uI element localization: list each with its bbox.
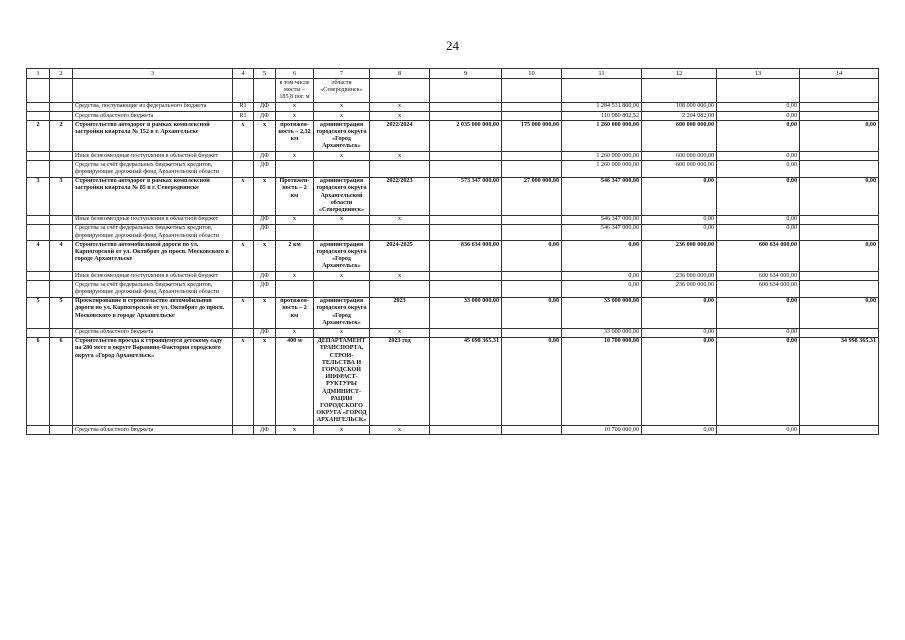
cell-customer: области «Северодвинск»	[314, 79, 370, 103]
cell-remainder: 0,00	[800, 121, 879, 152]
cell-capacity	[276, 161, 314, 177]
cell-remainder	[800, 161, 879, 177]
cell-total-cost	[430, 224, 502, 240]
cell-customer	[314, 224, 370, 240]
cell-total-cost: 45 698 365,31	[430, 337, 502, 425]
cell-fund: х	[254, 121, 276, 152]
cell-fund: х	[254, 297, 276, 328]
cell-fund: х	[254, 177, 276, 215]
cell-row-number	[27, 152, 50, 161]
project-row	[27, 337, 879, 425]
cell-year-2025: 0,00	[717, 426, 800, 435]
cell-customer: ДЕПАРТАМЕНТ ТРАНСПОРТА, СТРОИ-ТЕЛЬСТВА И ГОРОДСКОЙ ИНФРАСТ-РУКТУРЫ АДМИНИСТ-РАЦИИ ГОРОДСКОГО ОКРУГА «ГОРОД АРХАНГЕЛЬСК»	[314, 337, 370, 425]
cell-period	[370, 79, 430, 103]
cell-year-2024: 2 204 082,00	[642, 112, 717, 121]
cell-year-2025: 0,00	[717, 177, 800, 215]
cell-year-2024: 236 000 000,00	[642, 241, 717, 272]
cell-prior-years	[502, 215, 562, 224]
cell-row-number: 4	[27, 241, 50, 272]
cell-capacity: х	[276, 272, 314, 281]
cell-row-number	[27, 79, 50, 103]
cell-customer: х	[314, 272, 370, 281]
cell-object-name: Иные безвозмездные поступления в областной бюджет	[73, 272, 233, 281]
cell-subrow-number	[50, 161, 73, 177]
cell-year-2024: 236 000 000,00	[642, 281, 717, 297]
cell-year-2024: 0,00	[642, 215, 717, 224]
cell-period	[370, 224, 430, 240]
cell-object-name: Иные безвозмездные поступления в областной бюджет	[73, 152, 233, 161]
cell-remainder: 0,00	[800, 241, 879, 272]
cell-fund: ДФ	[254, 161, 276, 177]
cell-row-number	[27, 281, 50, 297]
cell-code	[233, 272, 254, 281]
cell-prior-years	[502, 224, 562, 240]
cell-customer: х	[314, 328, 370, 337]
cell-fund	[254, 79, 276, 103]
cell-row-number	[27, 224, 50, 240]
cell-period: 2022/2023	[370, 177, 430, 215]
column-number: 13	[717, 69, 800, 79]
cell-year-2025: 0,00	[717, 161, 800, 177]
cell-object-name: Средства за счёт федеральных бюджетных кредитов, формирующие дорожный фонд Архангельской области	[73, 161, 233, 177]
cell-remainder: 0,00	[800, 177, 879, 215]
cell-year-2025: 0,00	[717, 102, 800, 111]
budget-table	[26, 68, 879, 435]
cell-total-cost: 33 000 000,00	[430, 297, 502, 328]
cell-year-2023: 10 700 000,00	[562, 426, 642, 435]
cell-subrow-number	[50, 215, 73, 224]
column-number: 3	[73, 69, 233, 79]
project-row	[27, 177, 879, 215]
cell-row-number	[27, 102, 50, 111]
cell-capacity	[276, 224, 314, 240]
cell-fund: х	[254, 241, 276, 272]
cell-capacity: х	[276, 102, 314, 111]
cell-code: х	[233, 121, 254, 152]
cell-total-cost	[430, 426, 502, 435]
funding-source-row	[27, 152, 879, 161]
cell-customer: администрация городского округа Архангельской области «Северодвинск»	[314, 177, 370, 215]
cell-year-2025: 0,00	[717, 121, 800, 152]
cell-remainder	[800, 426, 879, 435]
cell-year-2025: 0,00	[717, 112, 800, 121]
cell-capacity: Протяжен-ность – 2 км	[276, 177, 314, 215]
column-number: 11	[562, 69, 642, 79]
project-row	[27, 241, 879, 272]
cell-year-2025: 0,00	[717, 152, 800, 161]
column-number: 5	[254, 69, 276, 79]
cell-remainder: 0,00	[800, 297, 879, 328]
cell-subrow-number	[50, 272, 73, 281]
cell-year-2024	[642, 79, 717, 103]
funding-source-row	[27, 328, 879, 337]
cell-year-2023: 1 284 531 800,00	[562, 102, 642, 111]
cell-period: х	[370, 328, 430, 337]
cell-row-number	[27, 161, 50, 177]
cell-year-2023: 0,00	[562, 272, 642, 281]
cell-year-2023: 110 080 802,52	[562, 112, 642, 121]
cell-remainder	[800, 215, 879, 224]
cell-row-number: 5	[27, 297, 50, 328]
cell-period: 2023	[370, 297, 430, 328]
cell-object-name: Строительство проезда к строящемуся детскому саду на 280 мест в округе Варавино-Фактория городского округа «Город Архангельск»	[73, 337, 233, 425]
cell-year-2024: 0,00	[642, 177, 717, 215]
funding-source-row	[27, 281, 879, 297]
cell-year-2024: 0,00	[642, 224, 717, 240]
cell-year-2025: 600 634 000,00	[717, 272, 800, 281]
cell-year-2025: 600 634 000,00	[717, 241, 800, 272]
cell-object-name: Строительство автодорог в рамках комплексной застройки квартала № 85 в г. Северодвинске	[73, 177, 233, 215]
cell-period	[370, 161, 430, 177]
cell-total-cost	[430, 152, 502, 161]
cell-capacity: протяжен-ность – 2,32 км	[276, 121, 314, 152]
cell-year-2023: 546 347 000,00	[562, 215, 642, 224]
cell-total-cost	[430, 79, 502, 103]
cell-year-2024: 600 000 000,00	[642, 161, 717, 177]
cell-object-name: Средства за счёт федеральных бюджетных кредитов, формирующие дорожный фонд Архангельской области	[73, 281, 233, 297]
cell-row-number: 3	[27, 177, 50, 215]
cell-subrow-number: 5	[50, 297, 73, 328]
cell-remainder: 34 998 365,31	[800, 337, 879, 425]
cell-year-2023: 10 700 000,00	[562, 337, 642, 425]
column-number: 1	[27, 69, 50, 79]
funding-source-row	[27, 224, 879, 240]
cell-year-2024: 0,00	[642, 297, 717, 328]
cell-capacity: протяжен-ность – 2 км	[276, 297, 314, 328]
column-number: 10	[502, 69, 562, 79]
cell-capacity: 2 км	[276, 241, 314, 272]
project-row	[27, 121, 879, 152]
cell-prior-years: 0,00	[502, 297, 562, 328]
cell-fund: х	[254, 337, 276, 425]
cell-year-2023: 33 000 000,00	[562, 297, 642, 328]
cell-prior-years	[502, 161, 562, 177]
cell-year-2025	[717, 79, 800, 103]
cell-total-cost	[430, 272, 502, 281]
cell-capacity	[276, 281, 314, 297]
cell-customer: х	[314, 426, 370, 435]
cell-remainder	[800, 281, 879, 297]
cell-period: 2022/2024	[370, 121, 430, 152]
cell-subrow-number: 3	[50, 177, 73, 215]
cell-total-cost: 573 347 000,00	[430, 177, 502, 215]
cell-subrow-number: 4	[50, 241, 73, 272]
cell-prior-years	[502, 79, 562, 103]
cell-prior-years	[502, 328, 562, 337]
cell-capacity: х	[276, 112, 314, 121]
cell-object-name: Средства за счёт федеральных бюджетных кредитов, формирующие дорожный фонд Архангельской области	[73, 224, 233, 240]
cell-year-2023: 1 260 000 000,00	[562, 121, 642, 152]
funding-source-row	[27, 426, 879, 435]
cell-row-number: 6	[27, 337, 50, 425]
cell-fund: ДФ	[254, 272, 276, 281]
cell-object-name: Средства областного бюджета	[73, 112, 233, 121]
cell-object-name: Проектирование и строительство автомобильной дороги по ул. Карпогорской от ул. Октябрят до просп. Московского в городе Архангельске	[73, 297, 233, 328]
cell-year-2025: 0,00	[717, 297, 800, 328]
cell-object-name: Строительство автомобильной дороги по ул. Карпогорской от ул. Октябрят до просп. Московского в городе Архангельске	[73, 241, 233, 272]
funding-source-row	[27, 102, 879, 111]
cell-object-name: Строительство автодорог в рамках комплексной застройки квартала № 152 в г. Архангельске	[73, 121, 233, 152]
cell-object-name: Средства областного бюджета	[73, 426, 233, 435]
cell-fund: ДФ	[254, 102, 276, 111]
cell-code: R1	[233, 102, 254, 111]
cell-customer: администрация городского округа «Город Архангельск»	[314, 297, 370, 328]
cell-year-2024: 0,00	[642, 337, 717, 425]
cell-remainder	[800, 79, 879, 103]
funding-source-row	[27, 161, 879, 177]
cell-object-name: Средства, поступающие из федерального бюджета	[73, 102, 233, 111]
cell-capacity: х	[276, 328, 314, 337]
cell-code: х	[233, 337, 254, 425]
column-number-row	[27, 69, 879, 79]
funding-source-row	[27, 112, 879, 121]
cell-total-cost	[430, 215, 502, 224]
cell-total-cost	[430, 281, 502, 297]
cell-period	[370, 281, 430, 297]
cell-year-2023: 0,00	[562, 241, 642, 272]
cell-year-2025: 0,00	[717, 215, 800, 224]
cell-customer: администрация городского округа «Город Архангельск»	[314, 121, 370, 152]
cell-year-2024: 0,00	[642, 426, 717, 435]
cell-prior-years: 0,00	[502, 241, 562, 272]
cell-customer	[314, 281, 370, 297]
cell-customer: администрация городского округа «Город Архангельск»	[314, 241, 370, 272]
cell-total-cost	[430, 102, 502, 111]
cell-prior-years	[502, 152, 562, 161]
funding-source-row	[27, 79, 879, 103]
cell-total-cost	[430, 328, 502, 337]
cell-code: х	[233, 177, 254, 215]
cell-prior-years: 175 000 000,00	[502, 121, 562, 152]
cell-year-2025: 0,00	[717, 328, 800, 337]
cell-total-cost: 836 634 000,00	[430, 241, 502, 272]
cell-row-number	[27, 328, 50, 337]
column-number: 14	[800, 69, 879, 79]
cell-prior-years	[502, 272, 562, 281]
cell-code	[233, 215, 254, 224]
cell-capacity: в том числе мосты – 185,8 пог. м	[276, 79, 314, 103]
cell-subrow-number	[50, 426, 73, 435]
cell-remainder	[800, 112, 879, 121]
cell-subrow-number	[50, 152, 73, 161]
cell-capacity: х	[276, 152, 314, 161]
cell-code	[233, 224, 254, 240]
cell-year-2024: 0,00	[642, 328, 717, 337]
cell-remainder	[800, 102, 879, 111]
cell-subrow-number: 6	[50, 337, 73, 425]
cell-row-number: 2	[27, 121, 50, 152]
cell-total-cost	[430, 161, 502, 177]
cell-period: х	[370, 102, 430, 111]
cell-capacity: 400 м	[276, 337, 314, 425]
cell-year-2023: 1 260 000 000,00	[562, 152, 642, 161]
cell-fund: ДФ	[254, 328, 276, 337]
cell-subrow-number	[50, 112, 73, 121]
cell-code	[233, 161, 254, 177]
cell-code	[233, 426, 254, 435]
cell-year-2024: 600 000 000,00	[642, 152, 717, 161]
cell-year-2024: 236 000 000,00	[642, 272, 717, 281]
cell-code: х	[233, 297, 254, 328]
cell-fund: ДФ	[254, 112, 276, 121]
cell-year-2024: 600 000 000,00	[642, 121, 717, 152]
cell-prior-years: 27 000 000,00	[502, 177, 562, 215]
page-number: 24	[446, 38, 459, 53]
cell-customer	[314, 161, 370, 177]
cell-period: 2024-2025	[370, 241, 430, 272]
column-number: 4	[233, 69, 254, 79]
cell-period: х	[370, 152, 430, 161]
cell-prior-years	[502, 281, 562, 297]
cell-subrow-number	[50, 102, 73, 111]
cell-prior-years	[502, 426, 562, 435]
cell-year-2025: 0,00	[717, 337, 800, 425]
cell-year-2023: 546 347 000,00	[562, 224, 642, 240]
cell-subrow-number	[50, 281, 73, 297]
cell-year-2023: 1 260 000 000,00	[562, 161, 642, 177]
cell-customer: х	[314, 112, 370, 121]
cell-period: х	[370, 272, 430, 281]
cell-fund: ДФ	[254, 426, 276, 435]
cell-period: х	[370, 112, 430, 121]
cell-total-cost	[430, 112, 502, 121]
cell-row-number	[27, 215, 50, 224]
cell-subrow-number: 2	[50, 121, 73, 152]
cell-year-2023: 0,00	[562, 281, 642, 297]
cell-remainder	[800, 328, 879, 337]
funding-source-row	[27, 215, 879, 224]
cell-prior-years: 0,00	[502, 337, 562, 425]
cell-prior-years	[502, 112, 562, 121]
cell-fund: ДФ	[254, 152, 276, 161]
cell-capacity: х	[276, 215, 314, 224]
column-number: 2	[50, 69, 73, 79]
cell-customer: х	[314, 152, 370, 161]
cell-capacity: х	[276, 426, 314, 435]
cell-object-name: Иные безвозмездные поступления в областной бюджет	[73, 215, 233, 224]
cell-row-number	[27, 272, 50, 281]
cell-code	[233, 152, 254, 161]
cell-code: х	[233, 241, 254, 272]
cell-code	[233, 79, 254, 103]
cell-code	[233, 281, 254, 297]
cell-year-2023: 546 347 000,00	[562, 177, 642, 215]
column-number: 12	[642, 69, 717, 79]
project-row	[27, 297, 879, 328]
cell-code: R1	[233, 112, 254, 121]
cell-subrow-number	[50, 79, 73, 103]
cell-object-name: Средства областного бюджета	[73, 328, 233, 337]
funding-source-row	[27, 272, 879, 281]
cell-subrow-number	[50, 328, 73, 337]
cell-row-number	[27, 112, 50, 121]
cell-subrow-number	[50, 224, 73, 240]
cell-customer: х	[314, 102, 370, 111]
cell-year-2025: 600 634 000,00	[717, 281, 800, 297]
cell-customer: х	[314, 215, 370, 224]
cell-year-2024: 108 000 000,00	[642, 102, 717, 111]
cell-fund: ДФ	[254, 224, 276, 240]
cell-year-2025: 0,00	[717, 224, 800, 240]
cell-year-2023	[562, 79, 642, 103]
cell-period: х	[370, 215, 430, 224]
cell-period: 2023 год	[370, 337, 430, 425]
column-number: 8	[370, 69, 430, 79]
cell-code	[233, 328, 254, 337]
cell-period: х	[370, 426, 430, 435]
cell-row-number	[27, 426, 50, 435]
cell-fund: ДФ	[254, 281, 276, 297]
cell-fund: ДФ	[254, 215, 276, 224]
cell-prior-years	[502, 102, 562, 111]
column-number: 7	[314, 69, 370, 79]
cell-remainder	[800, 224, 879, 240]
cell-object-name	[73, 79, 233, 103]
column-number: 9	[430, 69, 502, 79]
cell-remainder	[800, 272, 879, 281]
cell-year-2023: 33 000 000,00	[562, 328, 642, 337]
cell-total-cost: 2 035 000 000,00	[430, 121, 502, 152]
column-number: 6	[276, 69, 314, 79]
cell-remainder	[800, 152, 879, 161]
